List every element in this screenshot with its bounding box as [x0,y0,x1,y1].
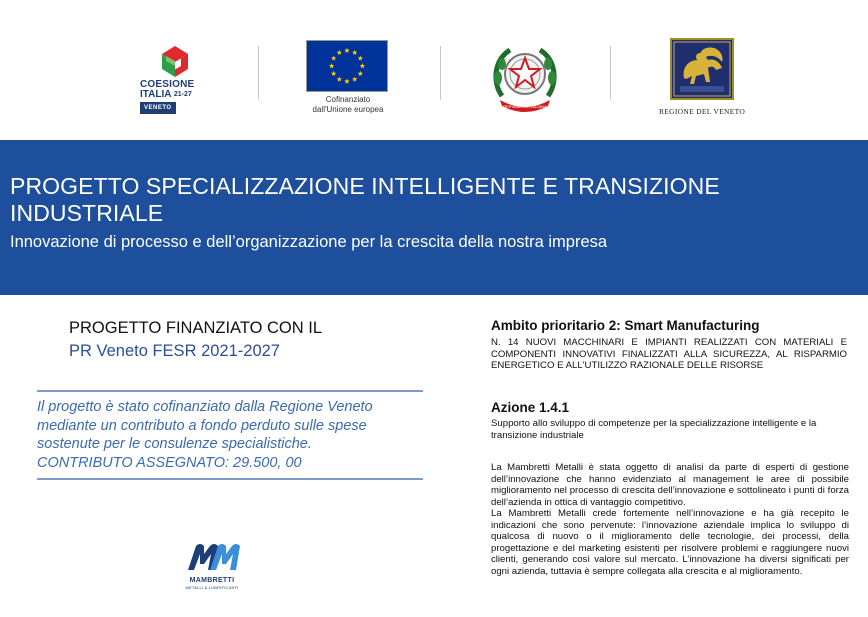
project-description [491,462,849,577]
coesione-badge: VENETO [140,102,176,114]
coesione-cube-icon [140,40,210,80]
logo-divider [258,46,259,100]
mambretti-logo [180,540,244,590]
eu-caption-line2: dall'Unione europea [312,105,384,114]
funding-program: PR Veneto FESR 2021-2027 [69,342,280,360]
mambretti-name: MAMBRETTI [189,577,235,584]
ambito-title: Ambito prioritario 2: Smart Manufacturing [491,318,760,333]
coesione-line1: COESIONE [140,79,195,90]
description-paragraph-1: La Mambretti Metalli è stata oggetto di analisi da parte di esperti di gestione dell’innovazione che hanno evidenziato al management le aree di possibile miglioramento nel processo di crescita dell’innovazione e sottolineato i punti di forza dell’azienda in ottica di vantaggio competitivo. [491,462,849,508]
logo-divider [610,46,611,100]
logo-row [0,0,868,140]
coesione-line2: ITALIA [140,89,172,100]
eu-caption-line1: Cofinanziato [325,95,371,104]
emblem-ribbon-text: REPVBBLICA ITALIANA [503,104,547,109]
cofinancing-note [37,398,429,472]
mambretti-m-icon [180,540,244,572]
logo-divider [440,46,441,100]
regione-veneto-caption: REGIONE DEL VENETO [658,107,746,116]
contribution-amount: CONTRIBUTO ASSEGNATO: 29.500, 00 [37,454,302,471]
project-banner [0,140,868,295]
funding-divider-top [37,390,423,392]
lion-of-st-mark-icon [670,38,734,100]
ambito-text: N. 14 NUOVI MACCHINARI E IMPIANTI REALIZZATI CON MATERIALI E COMPONENTI INNOVATIVI FINALIZZATI ALLA SICUREZZA, AL RISPARMIO ENERGETICO E ALL'UTILIZZO RAZIONALE DELLE RISORSE [491,337,847,372]
regione-veneto-logo [656,38,748,118]
description-paragraph-2: La Mambretti Metalli crede fortemente nell’innovazione e ha già recepito le indicazioni che sono pervenute: l’innovazione aziendale implica lo sviluppo di qualcosa di nuovo o il miglioramento delle tecnologie, dei processi, della progettazione e del marketing esistenti per risolvere problemi e raggiungere nuovi clienti, generando così valore sul mercato. L’innovazione ha diversi significati per ogni azienda, tuttavia è sempre collegata alla crescita e al miglioramento. [491,508,849,577]
funding-line1: PROGETTO FINANZIATO CON IL [69,319,323,337]
eu-flag-icon [306,40,388,92]
azione-title: Azione 1.4.1 [491,400,570,415]
banner-title: PROGETTO SPECIALIZZAZIONE INTELLIGENTE E TRANSIZIONE INDUSTRIALE [10,173,720,226]
mambretti-tagline: METALLI & LUBRIFICANTI [185,585,239,590]
eu-logo [306,40,390,120]
funding-divider-bottom [37,478,423,480]
coesione-years: 21-27 [173,91,192,98]
repubblica-italiana-emblem [488,38,562,116]
coesione-italia-logo [140,40,210,116]
banner-subtitle: Innovazione di processo e dell’organizzazione per la crescita della nostra impresa [10,233,608,251]
azione-text: Supporto allo sviluppo di competenze per la specializzazione intelligente e la transizione industriale [491,418,817,441]
cofinancing-description: Il progetto è stato cofinanziato dalla Regione Veneto mediante un contributo a fondo perduto sulle spese sostenute per le consulenze specialistiche. [37,399,373,452]
italian-emblem-icon [488,38,562,116]
